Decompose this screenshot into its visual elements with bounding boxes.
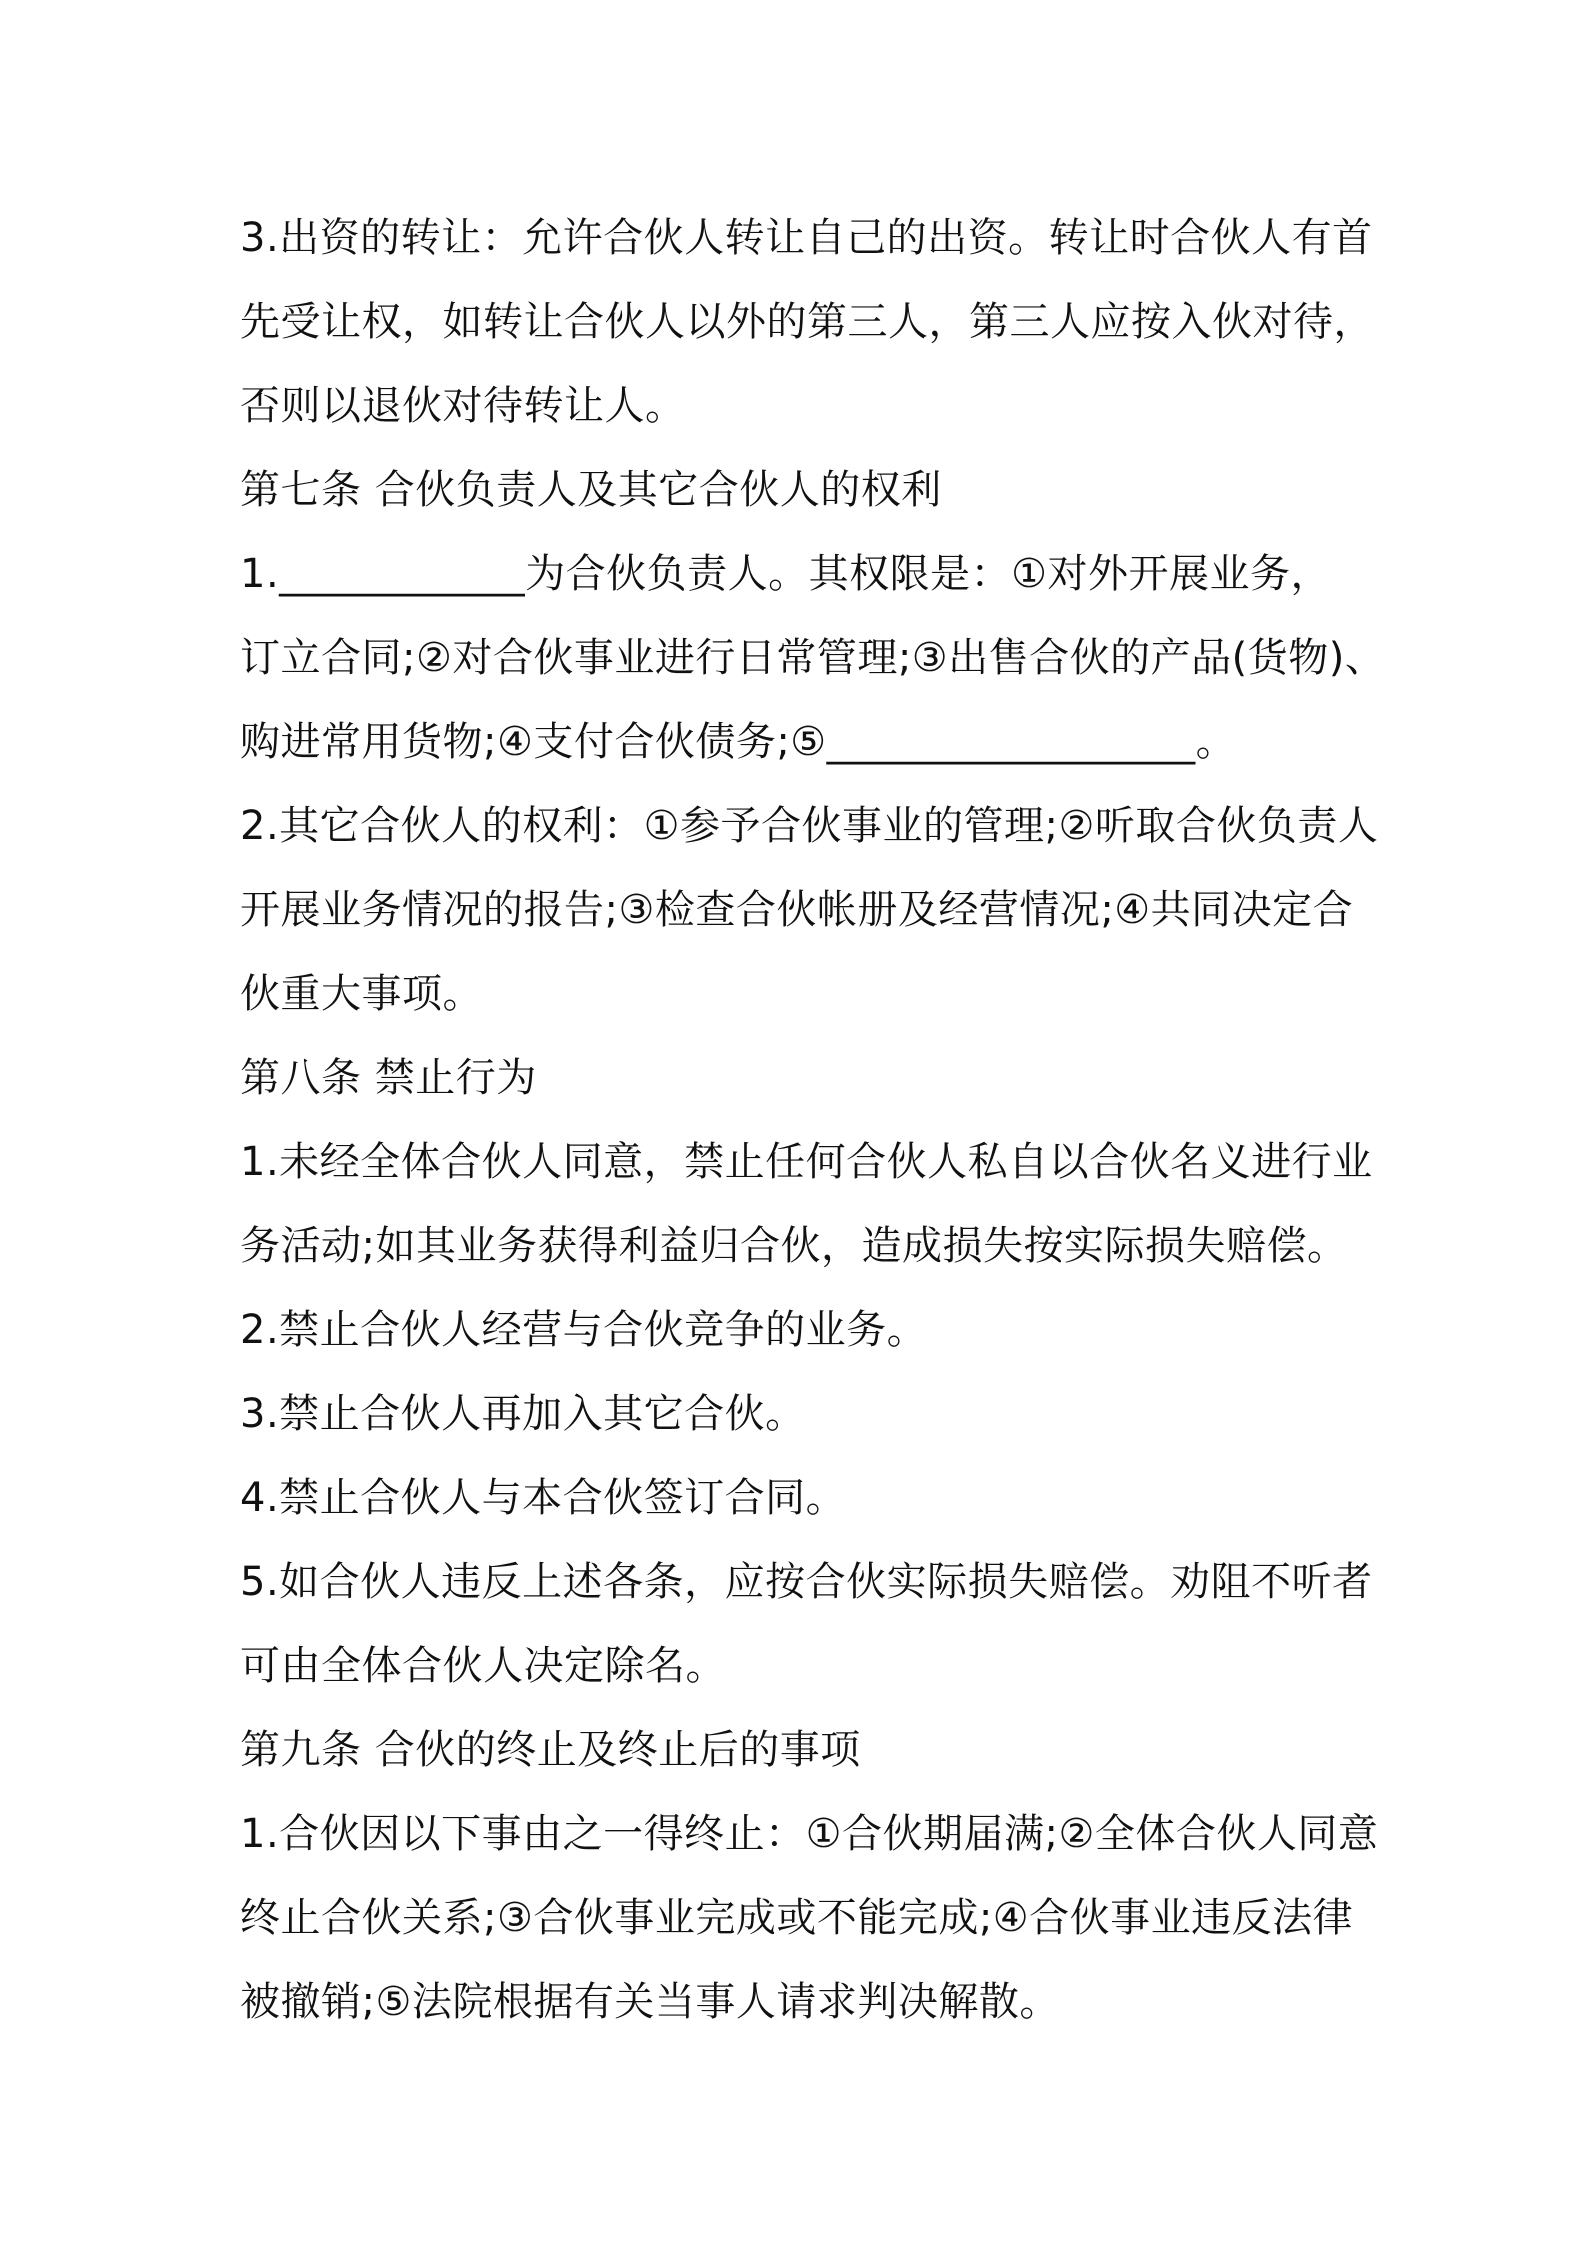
text-line: 开展业务情况的报告;③检查合伙帐册及经营情况;④共同决定合 [240, 887, 1354, 933]
text-line: 4.禁止合伙人与本合伙签订合同。 [240, 1475, 847, 1521]
text-line: 终止合伙关系;③合伙事业完成或不能完成;④合伙事业违反法律 [240, 1895, 1354, 1941]
text-line: 2.禁止合伙人经营与合伙竞争的业务。 [240, 1307, 928, 1353]
text-line: 务活动;如其业务获得利益归合伙，造成损失按实际损失赔偿。 [240, 1223, 1348, 1269]
section-heading-article-7: 第七条 合伙负责人及其它合伙人的权利 [240, 467, 942, 513]
text-line: 可由全体合伙人决定除名。 [240, 1643, 726, 1689]
text-line: 订立合同;②对合伙事业进行日常管理;③出售合伙的产品(货物)、 [240, 635, 1386, 681]
text-line: 1.____________为合伙负责人。其权限是：①对外开展业务， [240, 551, 1332, 597]
section-heading-article-9: 第九条 合伙的终止及终止后的事项 [240, 1727, 861, 1773]
text-line: 2.其它合伙人的权利：①参予合伙事业的管理;②听取合伙负责人 [240, 803, 1379, 849]
section-heading-article-8: 第八条 禁止行为 [240, 1055, 537, 1101]
text-line: 1.未经全体合伙人同意，禁止任何合伙人私自以合伙名义进行业 [240, 1139, 1373, 1185]
text-line: 3.禁止合伙人再加入其它合伙。 [240, 1391, 806, 1437]
text-line: 购进常用货物;④支付合伙债务;⑤__________________。 [240, 719, 1237, 765]
text-line: 伙重大事项。 [240, 971, 483, 1017]
text-line: 5.如合伙人违反上述各条，应按合伙实际损失赔偿。劝阻不听者 [240, 1559, 1373, 1605]
text-line: 3.出资的转让：允许合伙人转让自己的出资。转让时合伙人有首 [240, 215, 1373, 261]
text-line: 1.合伙因以下事由之一得终止：①合伙期届满;②全体合伙人同意 [240, 1811, 1379, 1857]
text-line: 先受让权，如转让合伙人以外的第三人，第三人应按入伙对待， [240, 299, 1374, 345]
text-line: 被撤销;⑤法院根据有关当事人请求判决解散。 [240, 1979, 1060, 2025]
text-line: 否则以退伙对待转让人。 [240, 383, 686, 429]
document-body [240, 196, 1386, 2044]
